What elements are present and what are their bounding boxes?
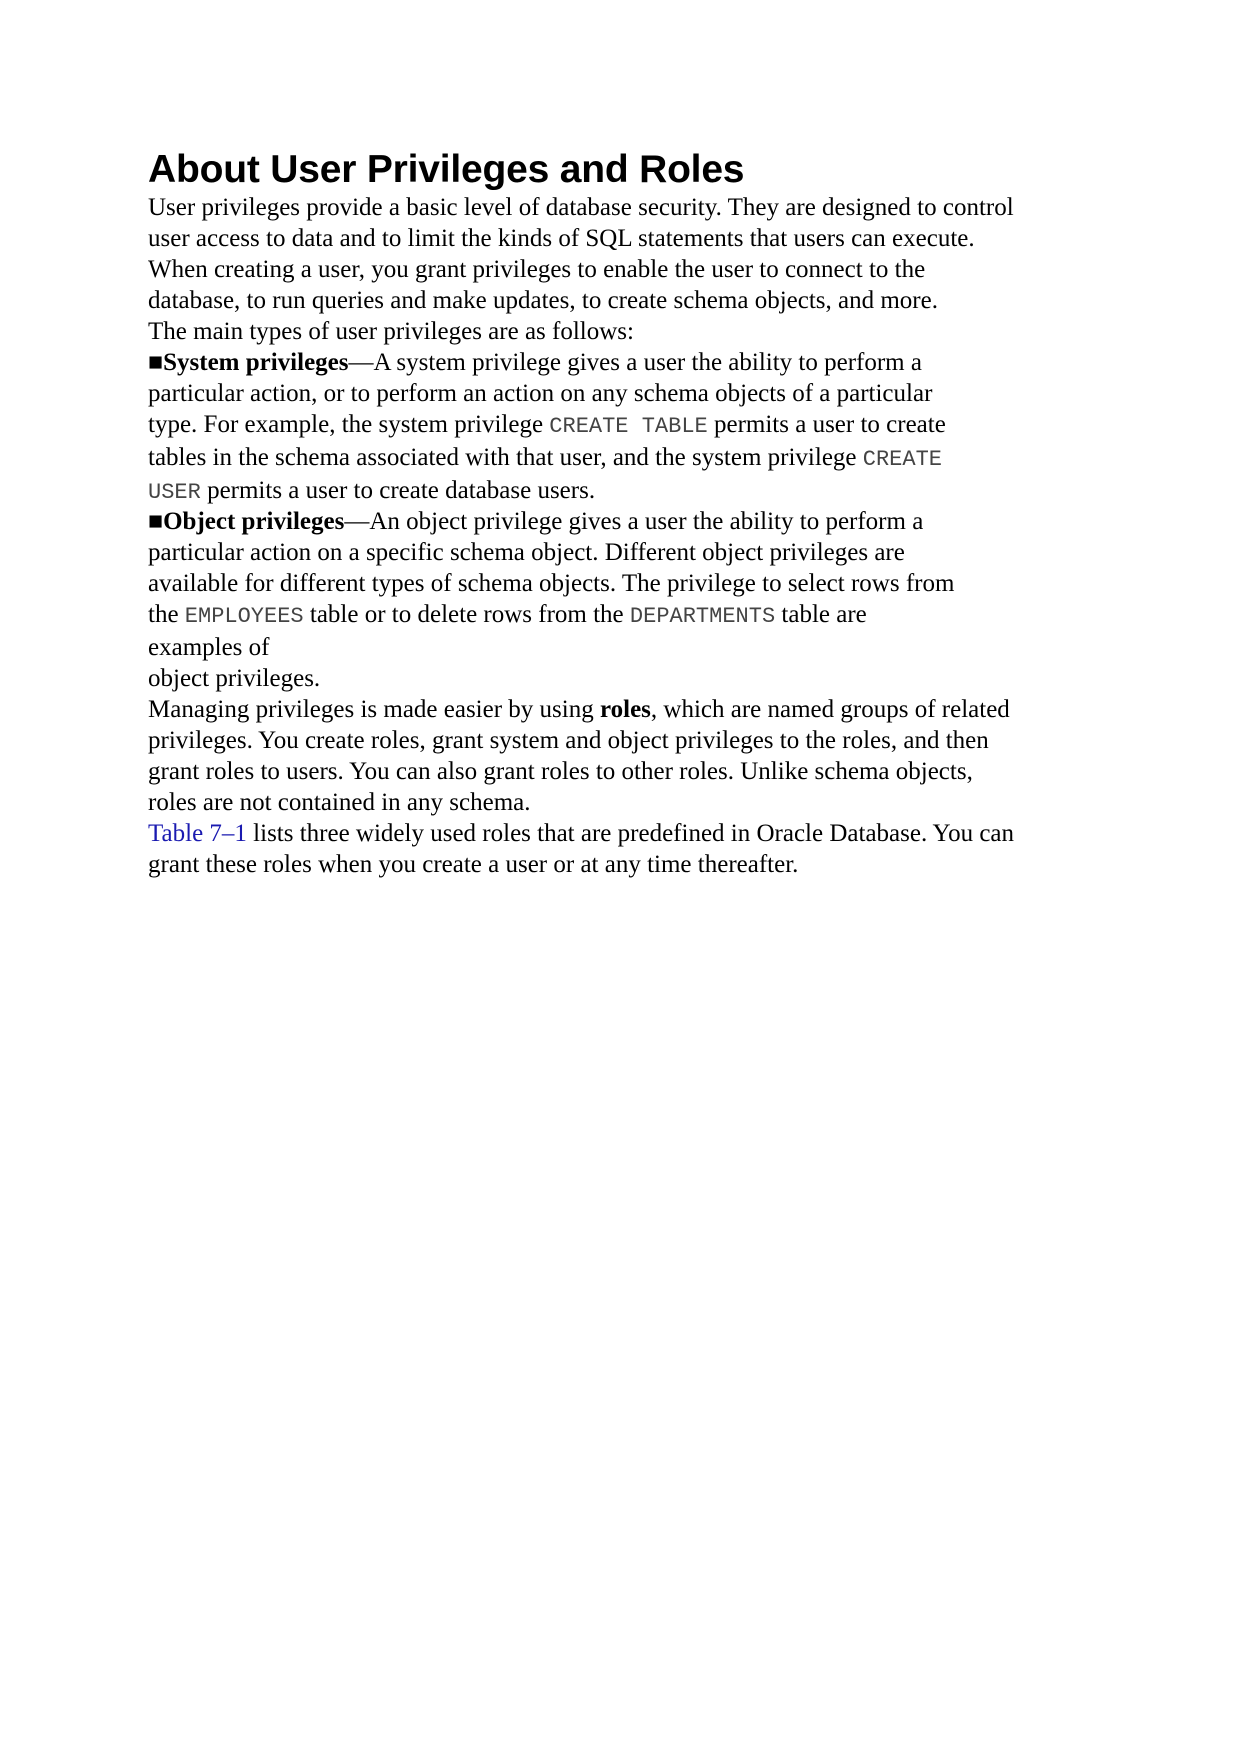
bullet-icon: ■ bbox=[148, 349, 164, 376]
page-title: About User Privileges and Roles bbox=[148, 148, 745, 191]
text-line bbox=[148, 442, 1098, 475]
code-employees: EMPLOYEES bbox=[184, 604, 304, 629]
code-create-table: CREATE TABLE bbox=[549, 414, 708, 439]
code-create: CREATE bbox=[862, 447, 942, 472]
roles-paragraph bbox=[148, 694, 1098, 818]
text-line: object privileges. bbox=[148, 665, 321, 692]
text-line: roles are not contained in any schema. bbox=[148, 789, 531, 816]
object-privileges-item bbox=[148, 506, 1098, 694]
text-run: —A system privilege gives a user the ability to perform a bbox=[348, 349, 922, 376]
table-7-1-link[interactable]: Table 7–1 bbox=[148, 820, 247, 847]
code-departments: DEPARTMENTS bbox=[629, 604, 776, 629]
text-run: table are bbox=[775, 601, 867, 628]
text-line bbox=[148, 599, 1098, 632]
text-line: grant roles to users. You can also grant roles to other roles. Unlike schema objects, bbox=[148, 758, 973, 785]
text-line bbox=[148, 409, 1098, 442]
text-line: examples of bbox=[148, 634, 270, 661]
text-line bbox=[148, 506, 1098, 537]
text-line: privileges. You create roles, grant system and object privileges to the roles, and then bbox=[148, 727, 989, 754]
text-line: database, to run queries and make updates, to create schema objects, and more. bbox=[148, 287, 938, 314]
text-line bbox=[148, 818, 1098, 849]
text-line bbox=[148, 475, 1098, 506]
code-user: USER bbox=[148, 480, 201, 505]
bullet-icon: ■ bbox=[148, 508, 164, 535]
text-line: User privileges provide a basic level of database security. They are designed to control bbox=[148, 194, 1014, 221]
document-page bbox=[148, 148, 1098, 880]
text-line: When creating a user, you grant privileges to enable the user to connect to the bbox=[148, 256, 926, 283]
text-line: particular action, or to perform an action on any schema objects of a particular bbox=[148, 380, 933, 407]
text-run: , which are named groups of related bbox=[650, 696, 1010, 723]
roles-term: roles bbox=[599, 696, 651, 723]
system-privileges-term: System privileges bbox=[163, 349, 349, 376]
text-run: permits a user to create bbox=[707, 411, 946, 438]
text-line: user access to data and to limit the kinds of SQL statements that users can execute. bbox=[148, 225, 975, 252]
intro-paragraph bbox=[148, 192, 1098, 347]
text-line: The main types of user privileges are as follows: bbox=[148, 318, 634, 345]
text-run: the bbox=[148, 601, 185, 628]
text-run: table or to delete rows from the bbox=[303, 601, 630, 628]
text-line bbox=[148, 694, 1098, 725]
text-run: —An object privilege gives a user the ability to perform a bbox=[344, 508, 924, 535]
text-line bbox=[148, 347, 1098, 378]
text-run: type. For example, the system privilege bbox=[148, 411, 550, 438]
text-line: grant these roles when you create a user or at any time thereafter. bbox=[148, 851, 799, 878]
table-reference-paragraph bbox=[148, 818, 1098, 880]
text-run: lists three widely used roles that are predefined in Oracle Database. You can bbox=[246, 820, 1015, 847]
system-privileges-item bbox=[148, 347, 1098, 506]
object-privileges-term: Object privileges bbox=[163, 508, 345, 535]
text-run: tables in the schema associated with that user, and the system privilege bbox=[148, 444, 863, 471]
text-line: particular action on a specific schema object. Different object privileges are bbox=[148, 539, 905, 566]
text-line: available for different types of schema objects. The privilege to select rows from bbox=[148, 570, 955, 597]
text-run: Managing privileges is made easier by using bbox=[148, 696, 600, 723]
text-run: permits a user to create database users. bbox=[200, 477, 596, 504]
